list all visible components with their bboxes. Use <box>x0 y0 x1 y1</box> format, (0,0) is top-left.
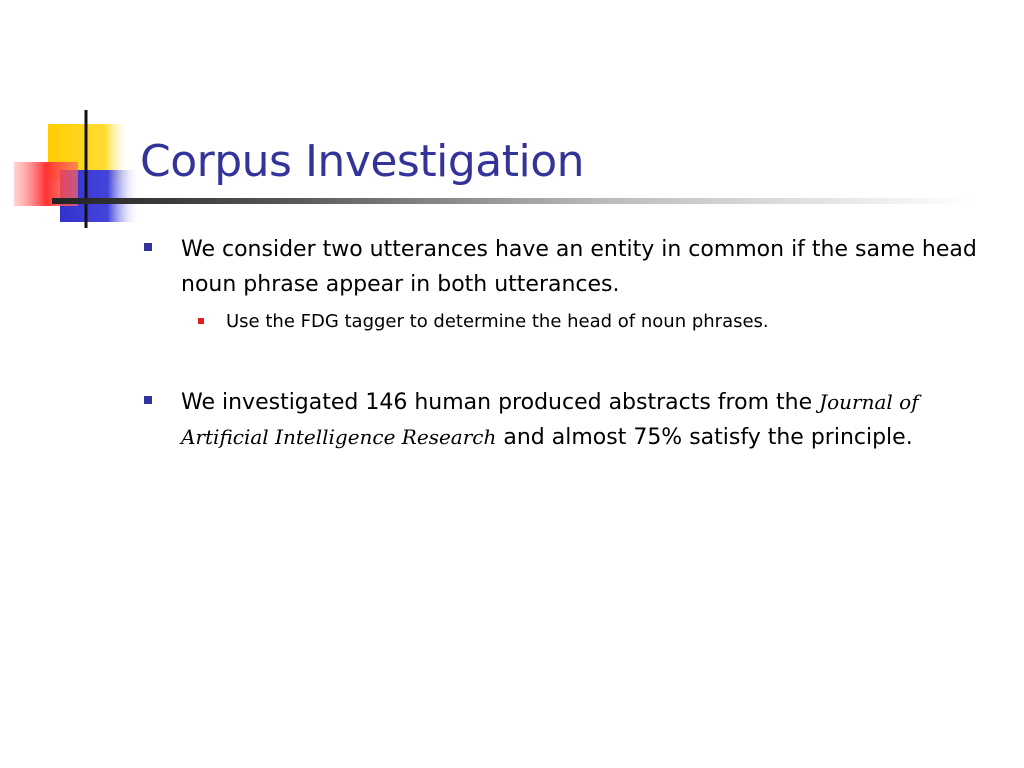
sub-bullet-item-1 <box>198 310 966 334</box>
bullet-square-icon <box>144 243 152 251</box>
decorative-squares-icon <box>0 0 150 240</box>
bullet-text-before: We investigated 146 human produced abstracts from the <box>181 390 820 415</box>
bullet-square-icon <box>144 396 152 404</box>
bullet-item-2 <box>144 385 1001 455</box>
bullet-text <box>181 385 1001 455</box>
sub-bullet-text: Use the FDG tagger to determine the head of noun phrases. <box>226 311 769 332</box>
bullet-text-after: and almost 75% satisfy the principle. <box>496 425 913 450</box>
bullet-item-1 <box>144 232 1001 302</box>
bullet-text: We consider two utterances have an entity in common if the same head noun phrase appear in both utterances. <box>181 237 977 297</box>
title-underline <box>52 198 972 204</box>
slide-title: Corpus Investigation <box>140 136 585 187</box>
journal-title: Journal of Artificial Intelligence Research <box>181 390 919 449</box>
sub-bullet-square-icon <box>198 318 204 324</box>
